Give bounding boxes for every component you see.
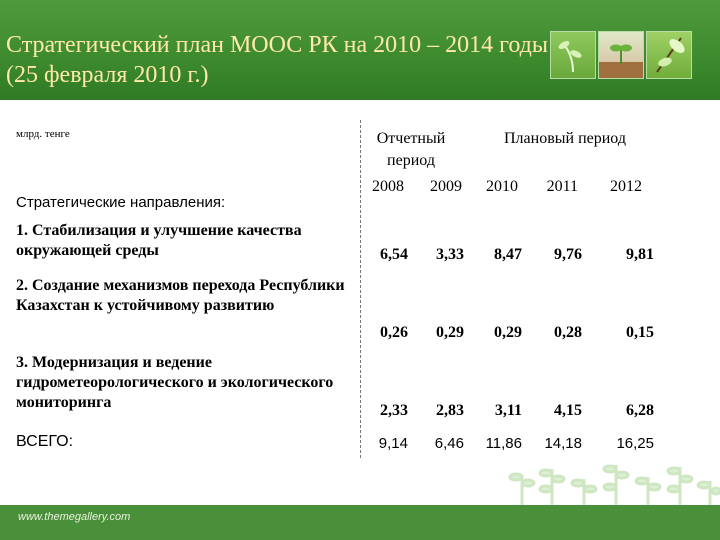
sprout-photo-3 xyxy=(646,31,692,79)
total-label: ВСЕГО: xyxy=(16,433,74,450)
year-2010: 2010 xyxy=(486,178,518,195)
directions-label: Стратегические направления: xyxy=(16,194,226,211)
row-2-label: 2. Создание механизмов перехода Республики Казахстан к устойчивому развитию xyxy=(16,277,345,314)
total-2010: 11,86 xyxy=(485,435,522,452)
row-1-2012: 9,81 xyxy=(626,246,654,263)
row-3-2010: 3,11 xyxy=(494,402,522,419)
row-3-label: 3. Модернизация и ведение гидрометеорологического и экологического мониторинга xyxy=(16,354,334,411)
slide-header xyxy=(0,0,720,100)
row-2-2009: 0,29 xyxy=(436,324,464,341)
year-2011: 2011 xyxy=(546,178,578,195)
total-2009: 6,46 xyxy=(434,435,464,452)
footer-url: www.themegallery.com xyxy=(18,511,131,523)
row-2-2008: 0,26 xyxy=(380,324,408,341)
unit-label: млрд. тенге xyxy=(16,128,70,140)
header-report-period: Отчетный период xyxy=(376,130,446,169)
row-3-2011: 4,15 xyxy=(554,402,582,419)
title-line-2: (25 февраля 2010 г.) xyxy=(6,62,209,88)
row-2-2011: 0,28 xyxy=(554,324,582,341)
row-1-2008: 6,54 xyxy=(380,246,408,263)
row-3-2008: 2,33 xyxy=(380,402,408,419)
year-2009: 2009 xyxy=(430,178,462,195)
total-2008: 9,14 xyxy=(378,435,408,452)
row-1-2011: 9,76 xyxy=(554,246,582,263)
year-2012: 2012 xyxy=(610,178,642,195)
row-1-2010: 8,47 xyxy=(494,246,522,263)
row-3-2009: 2,83 xyxy=(436,402,464,419)
header-planned-period: Плановый период xyxy=(504,130,626,147)
slide-title xyxy=(6,30,606,90)
row-1-label: 1. Стабилизация и улучшение качества окружающей среды xyxy=(16,222,302,259)
year-2008: 2008 xyxy=(372,178,404,195)
row-1-2009: 3,33 xyxy=(436,246,464,263)
total-2011: 14,18 xyxy=(544,435,582,452)
row-2-2012: 0,15 xyxy=(626,324,654,341)
row-2-2010: 0,29 xyxy=(494,324,522,341)
total-2012: 16,25 xyxy=(616,435,654,452)
sprout-photo-2 xyxy=(598,31,644,79)
row-3-2012: 6,28 xyxy=(626,402,654,419)
title-line-1: Стратегический план МООС РК на 2010 – 2014 годы xyxy=(6,32,549,58)
sprout-photo-1 xyxy=(550,31,596,79)
